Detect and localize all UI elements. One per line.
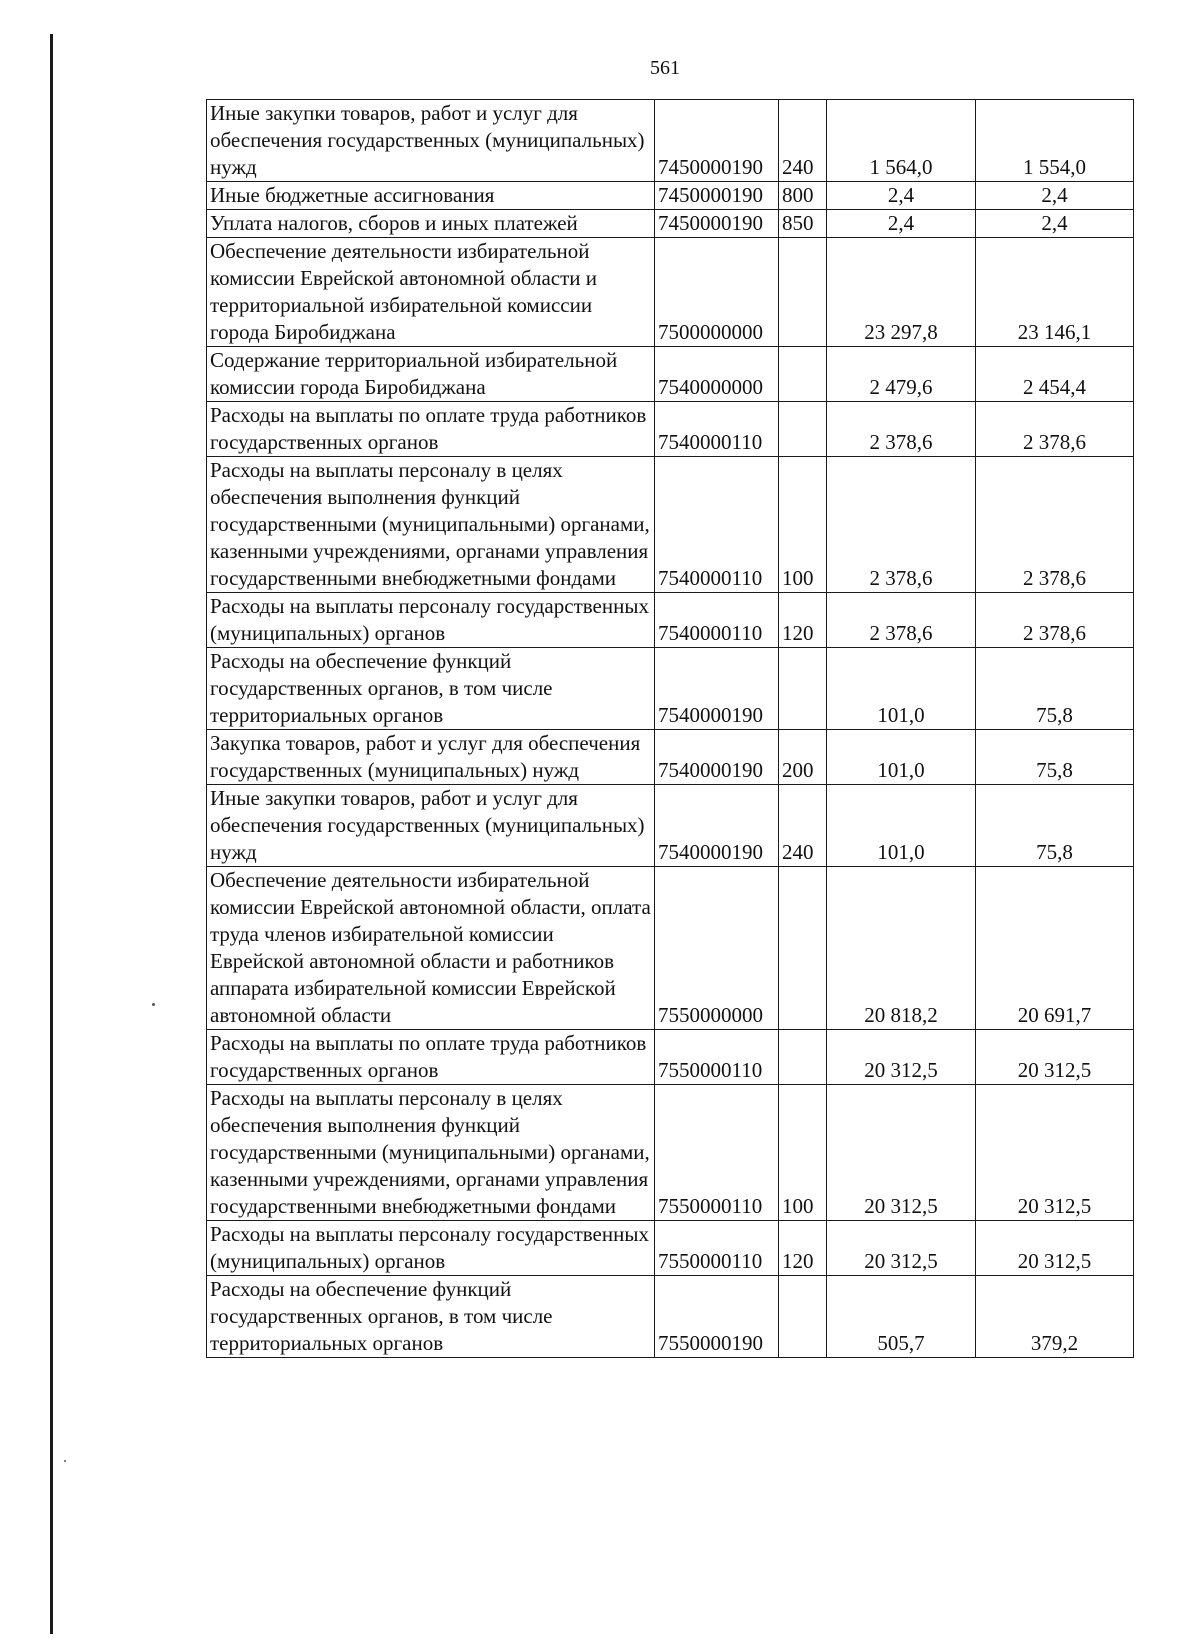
amount-2-cell: 75,8 (976, 648, 1134, 730)
amount-2-cell: 75,8 (976, 730, 1134, 785)
amount-2-cell: 2 454,4 (976, 347, 1134, 402)
table-row (207, 402, 1134, 457)
table-row (207, 210, 1134, 238)
target-code-cell: 7540000190 (655, 648, 779, 730)
expense-name-cell: Расходы на выплаты персоналу государственных (муниципальных) органов (207, 1221, 655, 1276)
expense-name-cell: Расходы на выплаты по оплате труда работников государственных органов (207, 1030, 655, 1085)
amount-2-cell: 75,8 (976, 785, 1134, 867)
amount-1-cell: 2 479,6 (827, 347, 976, 402)
table-row (207, 1085, 1134, 1221)
amount-1-cell: 2 378,6 (827, 402, 976, 457)
target-code-cell: 7550000110 (655, 1030, 779, 1085)
table-row (207, 1030, 1134, 1085)
target-code-cell: 7450000190 (655, 210, 779, 238)
amount-2-cell: 20 691,7 (976, 867, 1134, 1030)
expense-name-cell: Обеспечение деятельности избирательной комиссии Еврейской автономной области и территориальной избирательной комиссии города Биробиджана (207, 238, 655, 347)
scan-speck (152, 1003, 155, 1006)
expense-type-cell: 800 (779, 182, 827, 210)
expense-type-cell: 240 (779, 100, 827, 182)
amount-1-cell: 23 297,8 (827, 238, 976, 347)
target-code-cell: 7450000190 (655, 182, 779, 210)
target-code-cell: 7550000190 (655, 1276, 779, 1358)
target-code-cell: 7550000110 (655, 1221, 779, 1276)
expense-name-cell: Обеспечение деятельности избирательной комиссии Еврейской автономной области, оплата труда членов избирательной комиссии Еврейской автономной области и работников аппарата избирательной комиссии Еврейской автономной области (207, 867, 655, 1030)
table-row (207, 1276, 1134, 1358)
expense-type-cell: 240 (779, 785, 827, 867)
target-code-cell: 7540000110 (655, 593, 779, 648)
expense-name-cell: Содержание территориальной избирательной комиссии города Биробиджана (207, 347, 655, 402)
expense-name-cell: Уплата налогов, сборов и иных платежей (207, 210, 655, 238)
expense-type-cell: 200 (779, 730, 827, 785)
amount-1-cell: 2 378,6 (827, 593, 976, 648)
amount-1-cell: 2 378,6 (827, 457, 976, 593)
amount-1-cell: 20 312,5 (827, 1085, 976, 1221)
scan-speck (64, 1460, 66, 1462)
table-row (207, 100, 1134, 182)
amount-2-cell: 2 378,6 (976, 457, 1134, 593)
budget-table (206, 99, 1134, 1358)
amount-2-cell: 2 378,6 (976, 593, 1134, 648)
amount-2-cell: 20 312,5 (976, 1085, 1134, 1221)
table-row (207, 182, 1134, 210)
amount-1-cell: 2,4 (827, 210, 976, 238)
amount-1-cell: 101,0 (827, 785, 976, 867)
table-row (207, 730, 1134, 785)
amount-1-cell: 20 818,2 (827, 867, 976, 1030)
target-code-cell: 7540000000 (655, 347, 779, 402)
amount-2-cell: 1 554,0 (976, 100, 1134, 182)
expense-type-cell: 850 (779, 210, 827, 238)
expense-name-cell: Расходы на выплаты персоналу в целях обеспечения выполнения функций государственными (муниципальными) органами, казенными учреждениями, органами управления государственными внебюджетными фондами (207, 457, 655, 593)
table-row (207, 785, 1134, 867)
table-row (207, 593, 1134, 648)
amount-2-cell: 20 312,5 (976, 1221, 1134, 1276)
amount-1-cell: 101,0 (827, 648, 976, 730)
expense-type-cell (779, 402, 827, 457)
page-number: 561 (650, 57, 680, 79)
expense-name-cell: Иные закупки товаров, работ и услуг для обеспечения государственных (муниципальных) нужд (207, 100, 655, 182)
amount-2-cell: 379,2 (976, 1276, 1134, 1358)
expense-name-cell: Иные закупки товаров, работ и услуг для обеспечения государственных (муниципальных) нужд (207, 785, 655, 867)
expense-name-cell: Закупка товаров, работ и услуг для обеспечения государственных (муниципальных) нужд (207, 730, 655, 785)
table-row (207, 457, 1134, 593)
expense-type-cell: 100 (779, 1085, 827, 1221)
expense-name-cell: Расходы на выплаты по оплате труда работников государственных органов (207, 402, 655, 457)
amount-1-cell: 1 564,0 (827, 100, 976, 182)
target-code-cell: 7540000110 (655, 402, 779, 457)
target-code-cell: 7550000110 (655, 1085, 779, 1221)
target-code-cell: 7540000190 (655, 730, 779, 785)
table-row (207, 238, 1134, 347)
amount-2-cell: 2 378,6 (976, 402, 1134, 457)
target-code-cell: 7540000190 (655, 785, 779, 867)
amount-2-cell: 20 312,5 (976, 1030, 1134, 1085)
amount-2-cell: 2,4 (976, 210, 1134, 238)
amount-1-cell: 505,7 (827, 1276, 976, 1358)
amount-2-cell: 2,4 (976, 182, 1134, 210)
scan-margin-line (50, 34, 53, 1634)
expense-type-cell: 120 (779, 1221, 827, 1276)
expense-name-cell: Расходы на выплаты персоналу государственных (муниципальных) органов (207, 593, 655, 648)
table-row (207, 1221, 1134, 1276)
target-code-cell: 7450000190 (655, 100, 779, 182)
amount-1-cell: 101,0 (827, 730, 976, 785)
target-code-cell: 7550000000 (655, 867, 779, 1030)
expense-type-cell: 120 (779, 593, 827, 648)
expense-type-cell (779, 1276, 827, 1358)
target-code-cell: 7540000110 (655, 457, 779, 593)
budget-table-body (207, 100, 1134, 1358)
target-code-cell: 7500000000 (655, 238, 779, 347)
table-row (207, 867, 1134, 1030)
amount-2-cell: 23 146,1 (976, 238, 1134, 347)
expense-type-cell (779, 238, 827, 347)
expense-name-cell: Иные бюджетные ассигнования (207, 182, 655, 210)
expense-type-cell (779, 648, 827, 730)
expense-type-cell (779, 347, 827, 402)
amount-1-cell: 20 312,5 (827, 1221, 976, 1276)
expense-name-cell: Расходы на выплаты персоналу в целях обеспечения выполнения функций государственными (муниципальными) органами, казенными учреждениями, органами управления государственными внебюджетными фондами (207, 1085, 655, 1221)
amount-1-cell: 2,4 (827, 182, 976, 210)
expense-name-cell: Расходы на обеспечение функций государственных органов, в том числе территориальных органов (207, 648, 655, 730)
amount-1-cell: 20 312,5 (827, 1030, 976, 1085)
expense-type-cell (779, 1030, 827, 1085)
expense-name-cell: Расходы на обеспечение функций государственных органов, в том числе территориальных органов (207, 1276, 655, 1358)
table-row (207, 347, 1134, 402)
expense-type-cell (779, 867, 827, 1030)
table-row (207, 648, 1134, 730)
expense-type-cell: 100 (779, 457, 827, 593)
